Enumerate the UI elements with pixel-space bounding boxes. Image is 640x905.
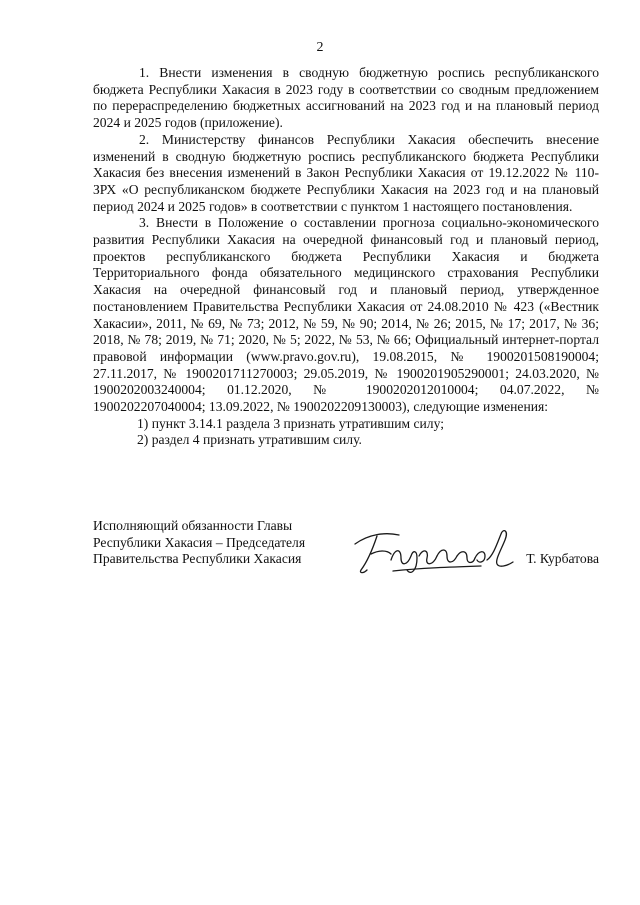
sub-item-2: 2) раздел 4 признать утратившим силу. — [137, 432, 362, 448]
paragraph-1: 1. Внести изменения в сводную бюджетную роспись республиканского бюджета Республики Хакасия в 2023 году в соответствии со сводным предложением по перераспределению бюджетных ассигнований на 2023 год и на плановый период 2024 и 2025 годов (приложение). — [93, 65, 599, 131]
document-body — [93, 65, 599, 449]
signer-position-line: Республики Хакасия – Председателя — [93, 534, 306, 550]
sub-item-1: 1) пункт 3.14.1 раздела 3 признать утратившим силу; — [137, 415, 444, 431]
signer-position — [93, 518, 333, 568]
signer-position-line: Исполняющий обязанности Главы — [93, 518, 293, 533]
signer-name: Т. Курбатова — [526, 551, 599, 566]
paragraph-3: 3. Внести в Положение о составлении прогноза социально-экономического развития Республики Хакасия на очередной финансовый год и плановый период, проектов республиканского бюджета Республики Хакасия и бюджета Территориального фонда обязательного медицинского страхования Республики Хакасия на очередной финансовый год и плановый период, утвержденное постановлением Правительства Республики Хакасия от 24.08.2010 № 423 («Вестник Хакасии», 2011, № 69, № 73; 2012, № 59, № 90; 2014, № 26; 2015, № 17; 2017, № 36; 2018, № 78; 2019, № 71; 2020, № 5; 2022, № 53, № 66; Официальный интернет-портал правовой информации (www.pravo.gov.ru), 19.08.2015, № 1900201508190004; 27.11.2017, № 1900201711270003; 29.05.2019, № 1900201905290001; 24.03.2020, № 1900202003240004; 01.12.2020, № 1900202012010004; 04.07.2022, № 1900202207040004; 13.09.2022, № 1900202209130003), следующие изменения: — [93, 215, 599, 415]
signature-block — [93, 518, 599, 578]
paragraph-2: 2. Министерству финансов Республики Хакасия обеспечить внесение изменений в сводную бюджетную роспись республиканского бюджета Республики Хакасия без внесения изменений в Закон Республики Хакасия от 19.12.2022 № 110-ЗРХ «О республиканском бюджете Республики Хакасия на 2023 год и на плановый период 2024 и 2025 годов» в соответствии с пунктом 1 настоящего постановления. — [93, 131, 599, 214]
handwritten-signature — [351, 526, 516, 578]
page-number: 2 — [316, 40, 324, 55]
signer-position-line: Правительства Республики Хакасия — [93, 551, 302, 567]
